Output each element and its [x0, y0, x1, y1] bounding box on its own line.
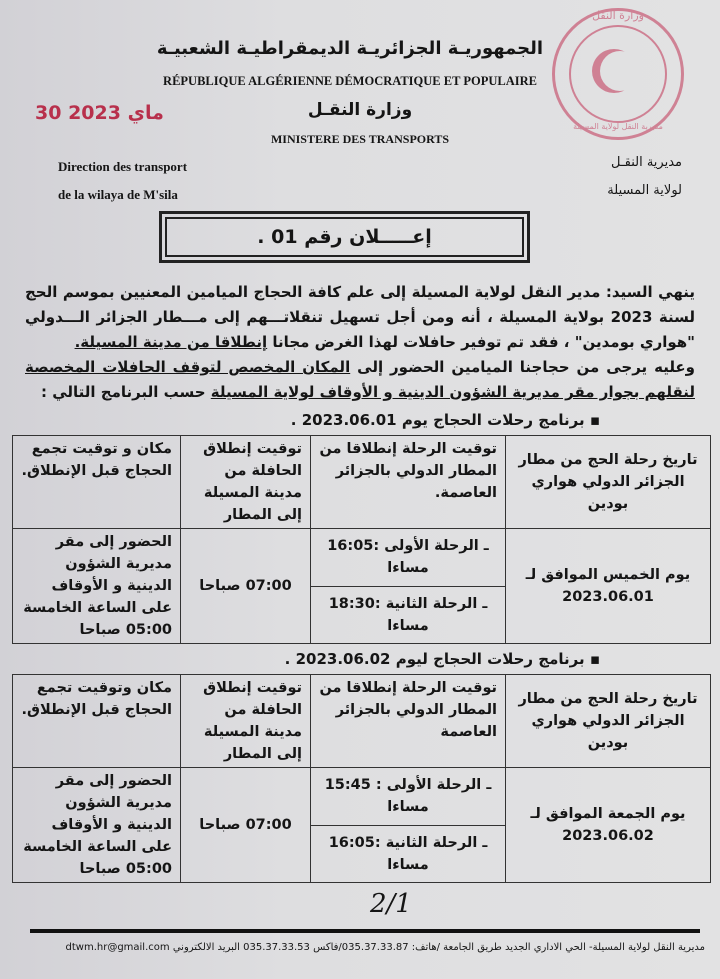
header-bus-time: توقيت إنطلاق الحافلة من مدينة المسيلة إلى المطار	[181, 675, 311, 768]
program-2-heading-text: برنامج رحلات الحجاج ليوم 2023.06.02 .	[284, 650, 585, 668]
paragraph-2	[25, 355, 695, 405]
announcement-title: إعـــــلان رقم 01 .	[165, 217, 524, 257]
ministry-fr: MINISTERE DES TRANSPORTS	[270, 132, 450, 146]
trip-date: يوم الخميس الموافق لـ 2023.06.01	[506, 529, 711, 644]
date-stamp: 30 ماي 2023	[35, 102, 164, 124]
paragraph-1-underlined: إنطلاقا من مدينة المسيلة.	[74, 333, 268, 351]
gathering-info: الحضور إلى مقر مديرية الشؤون الدينية و الأوقاف على الساعة الخامسة 05:00 صباحا	[13, 768, 181, 883]
flight-2-time: ـ الرحلة الثانية :16:05 مساءا	[311, 825, 506, 883]
flight-1-time: ـ الرحلة الأولى : 15:45 مساءا	[311, 768, 506, 826]
footer-contact: مديرية النقل لولاية المسيلة- الحي الاداري الجديد طريق الجامعة /هاتف: 035.37.33.87/فاكس 035.37.33.53 البريد الالكتروني dtwm.hr@gmail.com	[65, 942, 705, 953]
program-1-heading: ▪ برنامج رحلات الحجاج يوم 2023.06.01 .	[290, 411, 600, 429]
paragraph-1	[25, 280, 695, 355]
stamp-text-2: مديرية النقل لولاية المسيلة	[573, 122, 663, 131]
header-trip-date: تاريخ رحلة الحج من مطار الجزائر الدولي هواري بودين	[506, 436, 711, 529]
page-number: 2/1	[370, 889, 412, 919]
header-flight-time: توقيت الرحلة إنطلاقا من المطار الدولي بالجزائر العاصمة	[311, 675, 506, 768]
table-header-row	[13, 436, 711, 529]
republic-fr: RÉPUBLIQUE ALGÉRIENNE DÉMOCRATIQUE ET POPULAIRE	[163, 74, 537, 88]
announcement-body	[0, 272, 720, 979]
bus-departure-time: 07:00 صباحا	[181, 768, 311, 883]
header-trip-date: تاريخ رحلة الحج من مطار الجزائر الدولي هواري بودين	[506, 675, 711, 768]
header-bus-time: توقيت إنطلاق الحافلة من مدينة المسيلة إلى المطار	[181, 436, 311, 529]
table-row	[13, 529, 711, 587]
bus-departure-time: 07:00 صباحا	[181, 529, 311, 644]
header-flight-time: توقيت الرحلة إنطلاقا من المطار الدولي بالجزائر العاصمة.	[311, 436, 506, 529]
gathering-info: الحضور إلى مقر مديرية الشؤون الدينية و الأوقاف على الساعة الخامسة 05:00 صباحا	[13, 529, 181, 644]
paragraph-2-underlined: المكان المخصص لتوقف الحافلات المخصصة لنقلهم بجوار مقر مديرية الشؤون الدينية و الأوقاف لولاية المسيلة	[25, 358, 695, 401]
direction-fr-2: de la wilaya de M'sila	[58, 187, 178, 202]
flight-2-time: ـ الرحلة الثانية :18:30 مساءا	[311, 586, 506, 644]
direction-ar-1: مديرية النقـل	[610, 155, 682, 170]
trip-date: يوم الجمعة الموافق لـ 2023.06.02	[506, 768, 711, 883]
stamp-text: وزارة النقل	[592, 9, 644, 22]
program-2-table	[12, 674, 711, 883]
direction-ar-2: لولاية المسيلة	[607, 183, 682, 198]
footer-divider	[30, 929, 700, 933]
header-gathering: مكان وتوقيت تجمع الحجاج قبل الإنطلاق.	[13, 675, 181, 768]
table-header-row	[13, 675, 711, 768]
paragraph-2-end: حسب البرنامج التالي :	[41, 383, 206, 401]
table-row	[13, 768, 711, 826]
ministry-ar: وزارة النقـل	[307, 100, 413, 120]
official-stamp	[552, 8, 684, 140]
flight-1-time: ـ الرحلة الأولى :16:05 مساءا	[311, 529, 506, 587]
page-footer	[0, 889, 720, 979]
letterhead	[0, 0, 720, 272]
announcement-title-box	[159, 211, 530, 263]
republic-ar: الجمهوريـة الجزائريـة الديمقراطيـة الشعبيـة	[156, 38, 544, 59]
direction-fr-1: Direction des transport	[58, 159, 188, 174]
program-1-heading-text: برنامج رحلات الحجاج يوم 2023.06.01 .	[290, 411, 585, 429]
program-1-table	[12, 435, 711, 644]
program-2-heading: ▪ برنامج رحلات الحجاج ليوم 2023.06.02 .	[284, 650, 600, 668]
paragraph-1-text: ينهي السيد: مدير النقل لولاية المسيلة إلى علم كافة الحجاج الميامين المعنيين بموسم الحج لسنة 2023 بولاية المسيلة ، أنه ومن أجل تسهيل تنقلاتـــهم إلى مـــطار الجزائر الـــدولي "هواري بومدين" ، فقد تم توفير حافلات لهذا الغرض مجانا	[25, 283, 695, 351]
paragraph-2-text: وعليه يرجى من حجاجنا الميامين الحضور إلى	[357, 358, 696, 376]
header-gathering: مكان و توقيت تجمع الحجاج قبل الإنطلاق.	[13, 436, 181, 529]
